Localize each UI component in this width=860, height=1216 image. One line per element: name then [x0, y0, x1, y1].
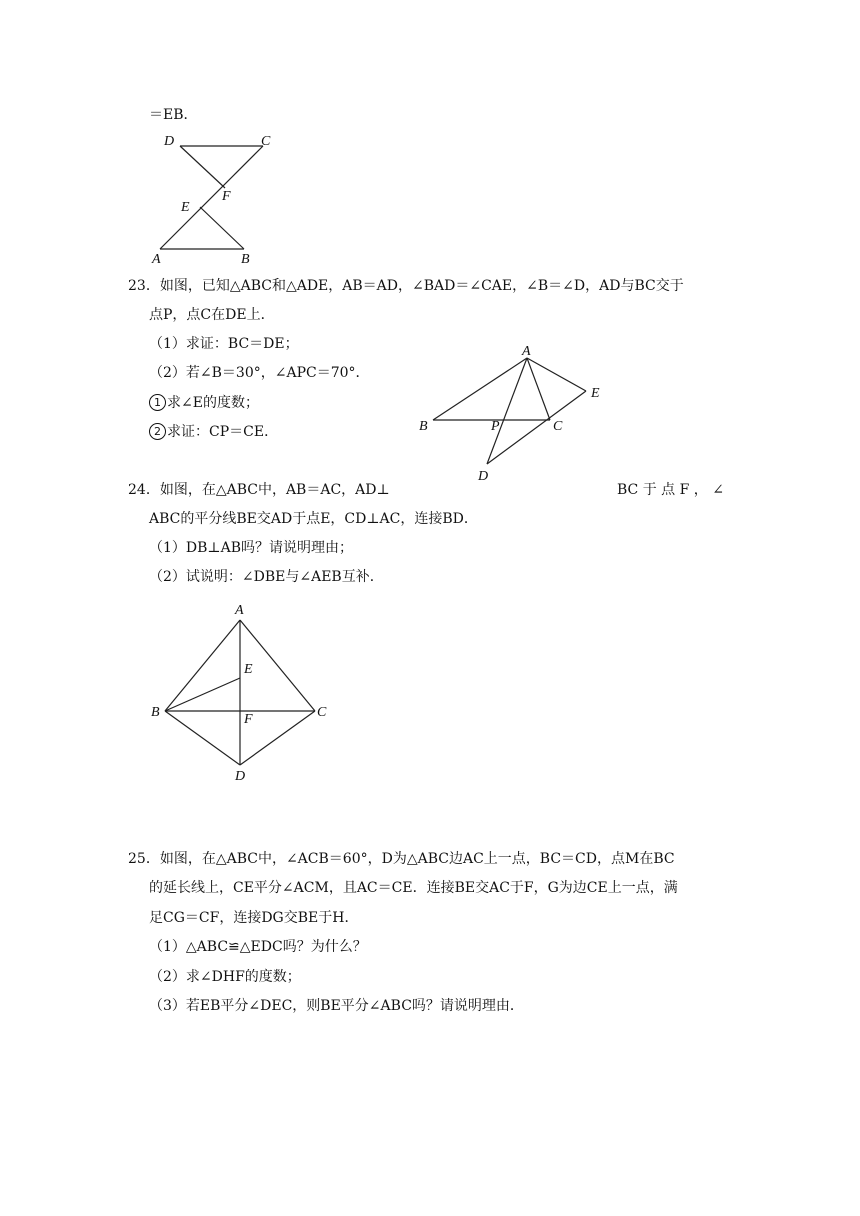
q24-label-c: C	[317, 705, 327, 720]
q22-label-f: F	[222, 189, 231, 204]
q22-label-e: E	[181, 200, 190, 215]
q23-label-a: A	[522, 344, 531, 359]
q25-stem-line3: 足CG＝CF，连接DG交BE于H．	[149, 910, 359, 926]
q22-segment-ca	[160, 146, 263, 249]
q23-stem-line2: 点P，点C在DE上．	[149, 307, 275, 323]
q23-sub2	[149, 423, 278, 441]
q23-label-p: P	[491, 419, 500, 434]
q24-segment-ab	[165, 620, 240, 711]
q23-sub1-text: 求∠E的度数；	[167, 395, 259, 411]
q23-sub1	[149, 394, 259, 412]
q24-label-b: B	[151, 705, 160, 720]
q25-part1: （1）△ABC≌△EDC吗？为什么？	[149, 939, 367, 955]
q23-label-d: D	[478, 469, 489, 484]
q23-segment-de	[487, 391, 586, 464]
q24-label-f: F	[244, 712, 253, 727]
q22-label-c: C	[261, 134, 271, 149]
q22-tail-text: ＝EB．	[149, 107, 198, 123]
q25-part3: （3）若EB平分∠DEC，则BE平分∠ABC吗？请说明理由．	[149, 998, 524, 1014]
q22-segment-eb	[200, 207, 244, 249]
q23-sub1-mark: 1	[149, 394, 166, 411]
q23-figure	[410, 340, 610, 490]
q24-stem-line1-right: BC 于 点 F ， ∠	[617, 482, 724, 498]
q24-stem-line1-left: 24．如图，在△ABC中，AB＝AC，AD⊥	[128, 482, 390, 498]
q23-segment-ac	[527, 358, 550, 420]
q25-stem-line1: 25．如图，在△ABC中，∠ACB＝60°，D为△ABC边AC上一点，BC＝CD，点M在BC	[128, 851, 675, 867]
q23-sub2-mark: 2	[149, 423, 166, 440]
q23-sub2-text: 求证：CP＝CE．	[167, 424, 279, 440]
q25-stem-line2: 的延长线上，CE平分∠ACM，且AC＝CE．连接BE交AC于F，G为边CE上一点，满	[149, 880, 678, 896]
q24-segment-bd	[165, 711, 240, 765]
q22-label-d: D	[164, 134, 175, 149]
q24-part2: （2）试说明：∠DBE与∠AEB互补．	[149, 569, 384, 585]
q22-label-b: B	[241, 252, 250, 267]
q24-part1: （1）DB⊥AB吗？请说明理由；	[149, 540, 353, 556]
q23-stem-line1: 23．如图，已知△ABC和△ADE，AB＝AD，∠BAD＝∠CAE，∠B＝∠D，AD与BC交于	[128, 278, 684, 294]
q23-segment-ab	[433, 358, 527, 420]
q24-label-a: A	[235, 603, 244, 618]
q23-part2: （2）若∠B＝30°，∠APC＝70°．	[149, 365, 370, 381]
q23-label-e: E	[591, 386, 600, 401]
q23-segment-ad	[487, 358, 527, 464]
q23-label-c: C	[553, 419, 563, 434]
q23-segment-ae	[527, 358, 586, 391]
q24-stem-line2: ABC的平分线BE交AD于点E，CD⊥AC，连接BD．	[149, 511, 478, 527]
q22-label-a: A	[152, 252, 161, 267]
q23-part1: （1）求证：BC＝DE；	[149, 336, 299, 352]
q24-label-d: D	[235, 769, 246, 784]
q25-part2: （2）求∠DHF的度数；	[149, 969, 301, 985]
q24-label-e: E	[244, 662, 253, 677]
q22-segment-df	[180, 146, 225, 188]
q24-figure	[145, 598, 345, 793]
q24-segment-be	[165, 678, 240, 711]
q22-figure	[150, 128, 280, 268]
q23-label-b: B	[419, 419, 428, 434]
